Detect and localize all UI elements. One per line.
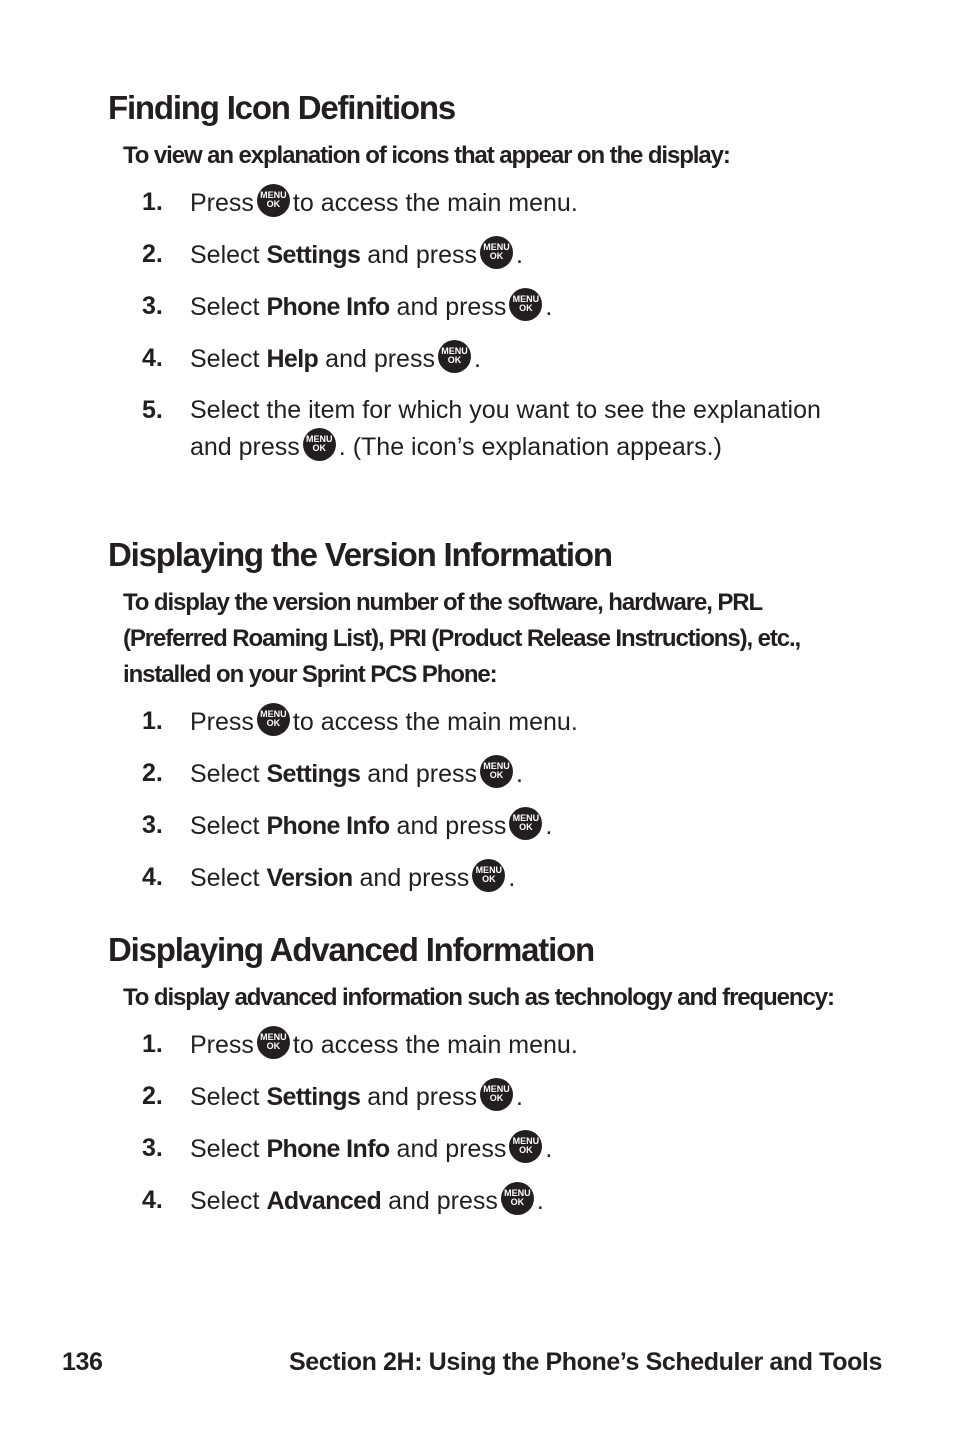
step-list [108,703,868,896]
step-text: Select [190,1083,260,1111]
section-intro: To display advanced information such as technology and frequency: [123,984,834,1011]
step-end: . (The icon’s explanation appears.) [338,433,722,461]
step-number: 2. [142,240,163,268]
menu-ok-key-icon: MENU OK [509,288,542,321]
menu-ok-key-icon: MENU OK [257,703,290,736]
step-number: 3. [142,811,163,839]
menu-ok-key-icon: MENU OK [480,236,513,269]
menu-ok-key-icon: MENU OK [257,1026,290,1059]
step-item [108,340,868,377]
section-finding-icon-definitions [108,88,868,480]
step-item [108,392,868,465]
step-text: Select the item for which you want to see the explanation and press [190,396,821,461]
menu-option-label: Phone Info [266,1135,390,1163]
step-text: Select [190,760,260,788]
step-end: . [536,1187,544,1215]
step-item [108,288,868,325]
menu-ok-key-icon: MENU OK [480,1078,513,1111]
step-end: . [473,345,481,373]
step-text: Select [190,864,260,892]
step-item [108,755,868,792]
section-displaying-version-information [108,535,868,911]
section-displaying-advanced-information [108,930,868,1234]
menu-ok-key-icon: MENU OK [509,1130,542,1163]
step-item [108,1078,868,1115]
menu-ok-key-icon: MENU OK [438,340,471,373]
step-text: and press [359,864,470,892]
menu-option-label: Phone Info [266,293,390,321]
menu-option-label: Settings [266,241,361,269]
step-text: and press [367,241,478,269]
step-item [108,859,868,896]
step-text: Select [190,1187,260,1215]
step-text: Select [190,293,260,321]
step-text: Select [190,812,260,840]
page-number: 136 [62,1348,103,1376]
step-end: . [516,1083,523,1111]
menu-option-label: Settings [266,760,361,788]
step-text: and press [367,1083,478,1111]
step-number: 5. [142,396,163,424]
step-text: to access the main menu. [292,189,578,217]
step-text: and press [367,760,478,788]
step-number: 4. [142,863,163,891]
step-item [108,1026,868,1063]
step-text: and press [396,293,507,321]
step-text: Press [190,189,254,217]
menu-ok-key-icon: MENU OK [257,184,290,217]
step-item [108,703,868,740]
step-item [108,1182,868,1219]
section-heading: Displaying Advanced Information [108,931,594,968]
step-text: and press [388,1187,498,1215]
step-number: 2. [142,1082,163,1110]
step-item [108,1130,868,1167]
step-end: . [545,812,553,840]
step-text: and press [325,345,435,373]
footer-section-title: Section 2H: Using the Phone’s Scheduler and Tools [289,1348,882,1376]
step-number: 3. [142,292,163,320]
step-end: . [516,241,523,269]
menu-option-label: Help [266,345,319,373]
step-end: . [545,1135,553,1163]
step-number: 4. [142,344,163,372]
section-heading: Displaying the Version Information [108,536,612,573]
step-item [108,236,868,273]
menu-option-label: Phone Info [266,812,390,840]
step-text: Select [190,345,260,373]
step-text: Press [190,1031,254,1059]
step-text: Select [190,241,260,269]
step-item [108,807,868,844]
step-number: 3. [142,1134,163,1162]
menu-ok-key-icon: MENU OK [472,859,505,892]
step-list [108,184,868,465]
step-item [108,184,868,221]
step-number: 1. [142,1030,163,1058]
step-number: 4. [142,1186,163,1214]
step-number: 2. [142,759,163,787]
menu-ok-key-icon: MENU OK [509,807,542,840]
step-text: Press [190,708,254,736]
menu-option-label: Settings [266,1083,361,1111]
menu-ok-key-icon: MENU OK [501,1182,534,1215]
section-heading: Finding Icon Definitions [108,89,455,126]
menu-ok-key-icon: MENU OK [303,428,336,461]
section-intro: To view an explanation of icons that appear on the display: [123,142,730,169]
section-intro: To display the version number of the software, hardware, PRL (Preferred Roaming List), PRI (Product Release Instructions), etc., installed on your Sprint PCS Phone: [123,589,801,688]
step-text: Select [190,1135,260,1163]
step-number: 1. [142,188,163,216]
step-list [108,1026,868,1219]
menu-option-label: Advanced [266,1187,382,1215]
menu-option-label: Version [266,864,353,892]
step-end: . [516,760,523,788]
menu-ok-key-icon: MENU OK [480,755,513,788]
step-end: . [545,293,553,321]
step-text: and press [396,1135,507,1163]
page-footer [62,1348,882,1384]
step-number: 1. [142,707,163,735]
step-text: and press [396,812,507,840]
step-end: . [508,864,516,892]
step-text: to access the main menu. [292,708,578,736]
step-text: to access the main menu. [292,1031,578,1059]
